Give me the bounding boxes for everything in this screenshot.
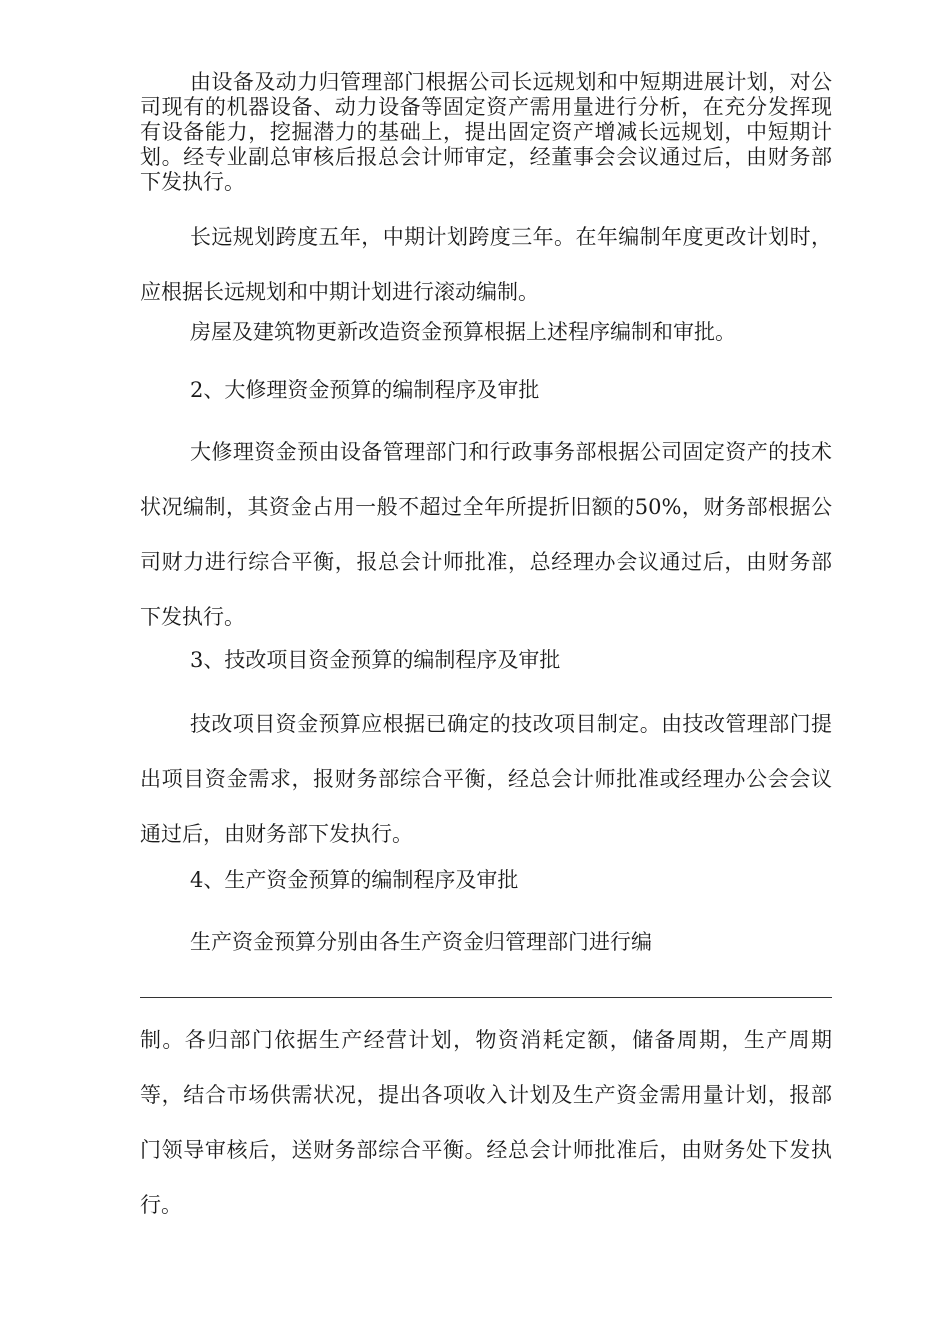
paragraph-major-repair: 大修理资金预由设备管理部门和行政事务部根据公司固定资产的技术状况编制，其资金占用一般不超过全年所提折旧额的50%，财务部根据公司财力进行综合平衡，报总会计师批准，总经理办会议通过后，由财务部下发执行。 bbox=[140, 440, 832, 629]
paragraph-building-renovation: 房屋及建筑物更新改造资金预算根据上述程序编制和审批。 bbox=[190, 320, 736, 344]
paragraph-plan-span: 长远规划跨度五年，中期计划跨度三年。在年编制年度更改计划时，应根据长远规划和中期计划进行滚动编制。 bbox=[140, 225, 832, 304]
page-divider bbox=[140, 997, 832, 998]
heading-major-repair: 2、大修理资金预算的编制程序及审批 bbox=[190, 378, 540, 402]
paragraph-fixed-asset-planning: 由设备及动力归管理部门根据公司长远规划和中短期进展计划，对公司现有的机器设备、动力设备等固定资产需用量进行分析，在充分发挥现有设备能力，挖掘潜力的基础上，提出固定资产增减长远规划，中短期计划。经专业副总审核后报总会计师审定，经董事会会议通过后，由财务部下发执行。 bbox=[140, 70, 832, 194]
heading-tech-upgrade: 3、技改项目资金预算的编制程序及审批 bbox=[190, 648, 561, 672]
paragraph-production-funds-start: 生产资金预算分别由各生产资金归管理部门进行编 bbox=[190, 930, 652, 954]
paragraph-production-funds-continued: 制。各归部门依据生产经营计划，物资消耗定额，储备周期，生产周期等，结合市场供需状况，提出各项收入计划及生产资金需用量计划，报部门领导审核后，送财务部综合平衡。经总会计师批准后，由财务处下发执行。 bbox=[140, 1028, 832, 1217]
heading-production-funds: 4、生产资金预算的编制程序及审批 bbox=[190, 868, 519, 892]
paragraph-tech-upgrade: 技改项目资金预算应根据已确定的技改项目制定。由技改管理部门提出项目资金需求，报财务部综合平衡，经总会计师批准或经理办公会会议通过后，由财务部下发执行。 bbox=[140, 712, 832, 846]
